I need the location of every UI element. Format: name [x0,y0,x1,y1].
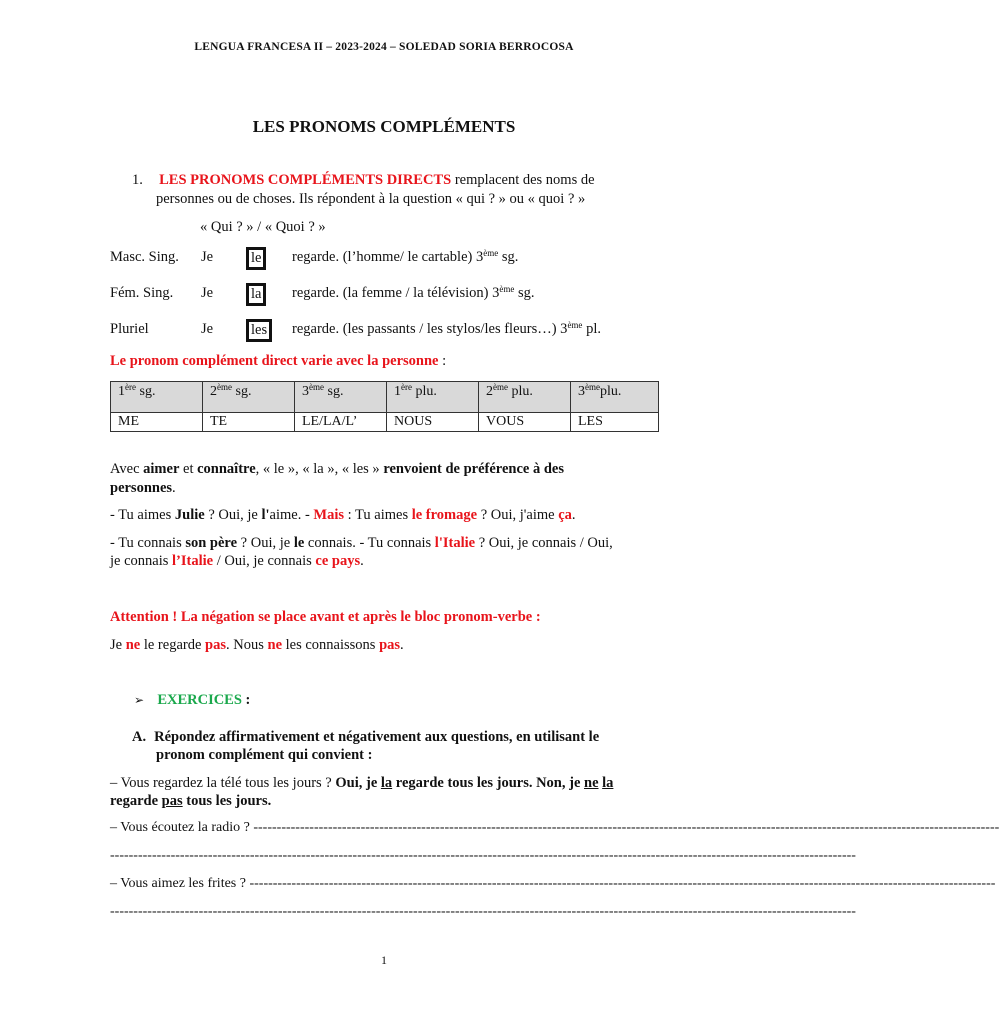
arrow-bullet-icon: ➢ [134,693,145,707]
example-subject: Je [201,285,214,301]
attention-note: Attention ! La négation se place avant et après le bloc pronom-verbe : [110,609,541,625]
aimer-paragraph-line-2: personnes. [110,480,176,496]
section-text-2: personnes ou de choses. Ils répondent à la question « qui ? » ou « quoi ? » [156,191,586,207]
answer-blank-line[interactable] [110,848,856,864]
table-header-cell: 1ère sg. [111,382,203,413]
exercise-a-line-2: pronom complément qui convient : [156,747,373,763]
question-prompt: « Qui ? » / « Quoi ? » [200,219,326,235]
table-header-cell: 3ème sg. [295,382,387,413]
answer-blank[interactable]: ---------------------------------------------------------------------------------------------------------------------------------------------------------------- [110,904,856,919]
example-sentence-2-line-2: je connais l’Italie / Oui, je connais ce pays. [110,553,364,569]
example-pronoun-box: les [246,319,272,342]
answer-blank[interactable]: ---------------------------------------------------------------------------------------------------------------------------------------------------------------- [249,876,996,891]
example-subject: Je [201,249,214,265]
table-header-cell: 2ème sg. [203,382,295,413]
answer-blank[interactable]: ---------------------------------------------------------------------------------------------------------------------------------------------------------------- [253,820,999,835]
example-label: Pluriel [110,321,149,337]
page-number: 1 [381,953,387,967]
negation-example: Je ne le regarde pas. Nous ne les connaissons pas. [110,637,404,653]
section-text-1: remplacent des noms de [451,172,595,188]
pronoun-table [110,381,659,432]
section-number: 1. [132,172,143,188]
model-answer-line-2: regarde pas tous les jours. [110,793,272,809]
example-pronoun-box: la [246,283,266,306]
document-header: LENGUA FRANCESA II – 2023-2024 – SOLEDAD SORIA BERROCOSA [194,41,574,53]
section-1-line-1 [132,172,595,189]
example-rest: regarde. (la femme / la télévision) 3ème sg. [292,284,535,301]
answer-blank-line[interactable] [110,904,856,920]
example-sentence-1: - Tu aimes Julie ? Oui, je l'aime. - Mais : Tu aimes le fromage ? Oui, j'aime ça. [110,507,576,523]
question-line[interactable]: – Vous écoutez la radio ? ---------------------------------------------------------------------------------------------------------------------------------------------------------------- [110,820,999,835]
table-cell: ME [111,413,203,432]
varies-note: Le pronom complément direct varie avec la personne : [110,353,447,369]
example-subject: Je [201,321,214,337]
example-pronoun-box: le [246,247,266,270]
table-cell: NOUS [387,413,479,432]
answer-blank[interactable]: ---------------------------------------------------------------------------------------------------------------------------------------------------------------- [110,848,856,863]
table-header-cell: 2ème plu. [479,382,571,413]
table-cell: TE [203,413,295,432]
section-heading: LES PRONOMS COMPLÉMENTS DIRECTS [159,172,452,188]
table-cell: VOUS [479,413,571,432]
question-line[interactable]: – Vous aimez les frites ? ---------------------------------------------------------------------------------------------------------------------------------------------------------------- [110,876,996,891]
example-rest: regarde. (l’homme/ le cartable) 3ème sg. [292,248,519,265]
aimer-paragraph-line-1: Avec aimer et connaître, « le », « la », « les » renvoient de préférence à des [110,461,564,477]
table-header-row [111,382,659,413]
table-row [111,413,659,432]
table-cell: LE/LA/L’ [295,413,387,432]
example-sentence-2-line-1: - Tu connais son père ? Oui, je le connais. - Tu connais l'Italie ? Oui, je connais / Oui, [110,535,613,551]
table-cell: LES [571,413,659,432]
model-answer-line-1: – Vous regardez la télé tous les jours ? Oui, je la regarde tous les jours. Non, je ne la [110,775,614,791]
page-title: LES PRONOMS COMPLÉMENTS [252,117,516,136]
exercise-a-line-1: A. Répondez affirmativement et négativement aux questions, en utilisant le [132,729,600,745]
table-header-cell: 1ère plu. [387,382,479,413]
exercises-heading: ➢ EXERCICES : [134,692,251,708]
table-header-cell: 3èmeplu. [571,382,659,413]
example-label: Masc. Sing. [110,249,179,265]
example-rest: regarde. (les passants / les stylos/les fleurs…) 3ème pl. [292,320,601,337]
example-label: Fém. Sing. [110,285,174,301]
